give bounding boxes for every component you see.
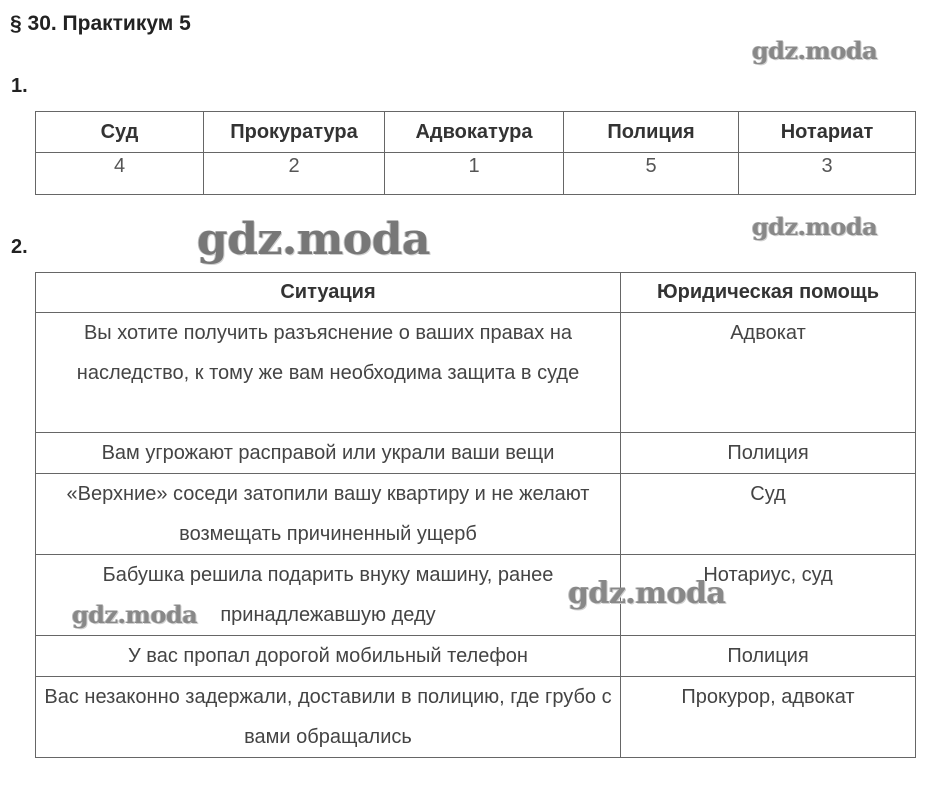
situation-cell: Вы хотите получить разъяснение о ваших правах на наследство, к тому же вам необходима защита в суде <box>36 313 621 433</box>
table-row <box>36 433 916 474</box>
watermark: gdz.moda <box>568 576 726 611</box>
table-row <box>36 313 916 433</box>
task-2-number: 2. <box>11 236 28 258</box>
help-cell: Прокурор, адвокат <box>621 677 916 758</box>
value-cell: 1 <box>385 153 564 195</box>
situation-cell: Бабушка решила подарить внуку машину, ранее принадлежавшую деду <box>36 555 621 636</box>
header-cell: Ситуация <box>36 273 621 313</box>
watermark: gdz.moda <box>72 600 198 629</box>
table-row <box>36 636 916 677</box>
page-title: § 30. Практикум 5 <box>10 12 191 35</box>
value-cell: 2 <box>204 153 385 195</box>
table-row <box>36 474 916 555</box>
help-cell: Суд <box>621 474 916 555</box>
watermark: gdz.moda <box>752 36 878 65</box>
help-cell: Полиция <box>621 636 916 677</box>
task-1-table <box>35 111 916 195</box>
header-cell: Адвокатура <box>385 112 564 153</box>
watermark: gdz.moda <box>752 212 878 241</box>
header-cell: Нотариат <box>739 112 916 153</box>
situation-cell: У вас пропал дорогой мобильный телефон <box>36 636 621 677</box>
header-cell: Прокуратура <box>204 112 385 153</box>
value-cell: 4 <box>36 153 204 195</box>
table-header-row <box>36 112 916 153</box>
header-cell: Юридическая помощь <box>621 273 916 313</box>
value-cell: 5 <box>564 153 739 195</box>
help-cell: Адвокат <box>621 313 916 433</box>
table-row <box>36 153 916 195</box>
situation-cell: Вас незаконно задержали, доставили в полицию, где грубо с вами обращались <box>36 677 621 758</box>
value-cell: 3 <box>739 153 916 195</box>
help-cell: Полиция <box>621 433 916 474</box>
situation-cell: Вам угрожают расправой или украли ваши вещи <box>36 433 621 474</box>
task-1-number: 1. <box>11 75 28 97</box>
table-row <box>36 677 916 758</box>
table-header-row <box>36 273 916 313</box>
help-cell: Нотариус, суд <box>621 555 916 636</box>
watermark: gdz.moda <box>197 214 431 265</box>
header-cell: Полиция <box>564 112 739 153</box>
task-2-table <box>35 272 916 758</box>
situation-cell: «Верхние» соседи затопили вашу квартиру и не желают возмещать причиненный ущерб <box>36 474 621 555</box>
header-cell: Суд <box>36 112 204 153</box>
